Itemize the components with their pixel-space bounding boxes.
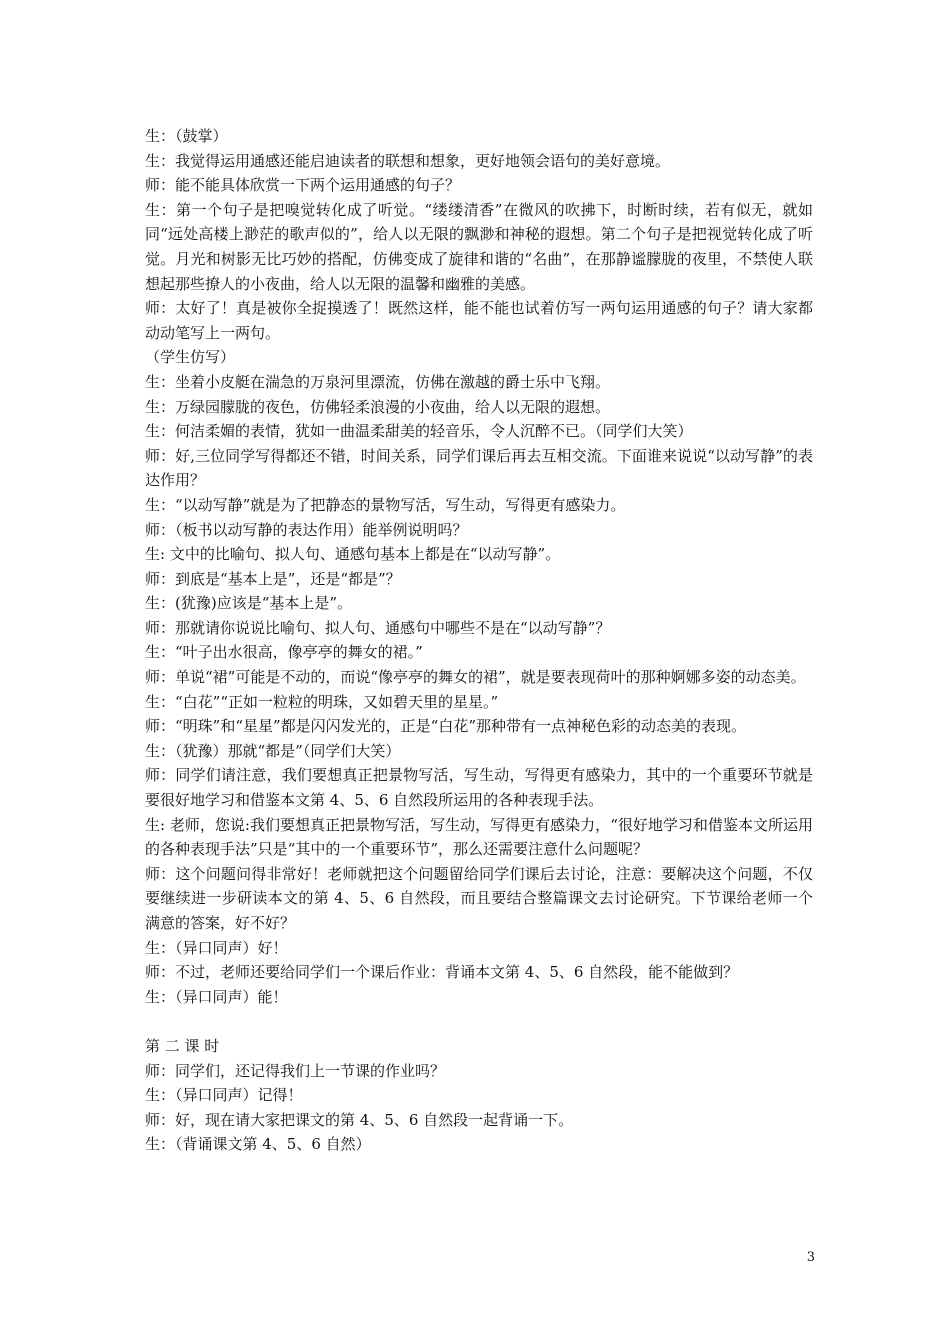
paragraph: 生：我觉得运用通感还能启迪读者的联想和想象，更好地领会语句的美好意境。 (145, 151, 671, 170)
paragraph: （学生仿写） (145, 348, 236, 367)
paragraph: 师：同学们，还记得我们上一节课的作业吗？ (145, 1061, 446, 1080)
blank-line (145, 1009, 813, 1034)
paragraph: 生：第一个句子是把嗅觉转化成了听觉。“缕缕清香”在微风的吹拂下，时断时续，若有似无，就如同“远处高楼上渺茫的歌声似的”，给人以无限的飘渺和神秘的遐想。第二个句子是把视觉转化成了听觉。月光和树影无比巧妙的搭配，仿佛变成了旋律和谐的“名曲”，在那静谧朦胧的夜里，不禁使人联想起那些撩人的小夜曲，给人以无限的温馨和幽雅的美感。 (145, 200, 813, 293)
paragraph: 师：好，现在请大家把课文的第 4、5、6 自然段一起背诵一下。 (145, 1110, 574, 1129)
paragraph: 师：太好了！真是被你全捉摸透了！既然这样，能不能也试着仿写一两句运用通感的句子？请大家都动动笔写上一两句。 (145, 299, 813, 342)
paragraph: 师：不过，老师还要给同学们一个课后作业：背诵本文第 4、5、6 自然段，能不能做到？ (145, 963, 739, 982)
section-heading: 第 二 课 时 (145, 1036, 220, 1055)
paragraph: 生：（犹豫）那就“都是”（同学们大笑） (145, 741, 401, 760)
paragraph: 生：（异口同声）好！ (145, 938, 288, 957)
paragraph: 生：（异口同声）记得！ (145, 1086, 303, 1105)
paragraph: 生: 老师，您说:我们要想真正把景物写活，写生动，写得更有感染力，“很好地学习和借鉴本文所运用的各种表现手法”只是“其中的一个重要环节”，那么还需要注意什么问题呢？ (145, 815, 813, 859)
paragraph: 师：好,三位同学写得都还不错，时间关系，同学们课后再去互相交流。下面谁来说说“以动写静”的表达作用？ (145, 446, 813, 490)
paragraph: 师：能不能具体欣赏一下两个运用通感的句子？ (145, 176, 461, 195)
paragraph: 师：到底是“基本上是”，还是“都是”？ (145, 569, 401, 588)
document-body (145, 124, 813, 1157)
paragraph: 师：（板书以动写静的表达作用）能举例说明吗？ (145, 520, 468, 539)
paragraph: 生：(犹豫)应该是“基本上是”。 (145, 594, 353, 613)
page-number: 3 (806, 1250, 815, 1265)
paragraph: 生：（异口同声）能！ (145, 987, 288, 1006)
paragraph: 生：“以动写静”就是为了把静态的景物写活，写生动，写得更有感染力。 (145, 495, 626, 514)
paragraph: 生：（鼓掌） (145, 127, 228, 145)
paragraph: 师：同学们请注意，我们要想真正把景物写活，写生动，写得更有感染力，其中的一个重要环节就是要很好地学习和借鉴本文第 4、5、6 自然段所运用的各种表现手法。 (145, 766, 813, 810)
paragraph: 生: 文中的比喻句、拟人句、通感句基本上都是在“以动写静”。 (145, 545, 561, 564)
paragraph: 生：“白花”“正如一粒粒的明珠，又如碧天里的星星。” (145, 692, 499, 711)
paragraph: 生：万绿园朦胧的夜色，仿佛轻柔浪漫的小夜曲，给人以无限的遐想。 (145, 397, 611, 416)
paragraph: 生：“叶子出水很高，像亭亭的舞女的裙。” (145, 643, 423, 662)
paragraph: 生：坐着小皮艇在湍急的万泉河里漂流，仿佛在激越的爵士乐中飞翔。 (145, 372, 611, 391)
paragraph: 师：那就请你说说比喻句、拟人句、通感句中哪些不是在“以动写静”？ (145, 618, 611, 637)
paragraph: 生：（背诵课文第 4、5、6 自然） (145, 1135, 371, 1154)
paragraph: 生：何洁柔媚的表情，犹如一曲温柔甜美的轻音乐，令人沉醉不已。（同学们大笑） (145, 422, 693, 441)
paragraph: 师：这个问题问得非常好！老师就把这个问题留给同学们课后去讨论，注意：要解决这个问题，不仅要继续进一步研读本文的第 4、5、6 自然段，而且要结合整篇课文去讨论研究。下节课给老师一个满意的答案，好不好？ (145, 864, 813, 932)
paragraph: 师：“明珠”和“星星”都是闪闪发光的，正是“白花”那种带有一点神秘色彩的动态美的表现。 (145, 717, 747, 736)
paragraph: 师：单说“裙”可能是不动的，而说“像亭亭的舞女的裙”，就是要表现荷叶的那种婀娜多姿的动态美。 (145, 668, 806, 687)
